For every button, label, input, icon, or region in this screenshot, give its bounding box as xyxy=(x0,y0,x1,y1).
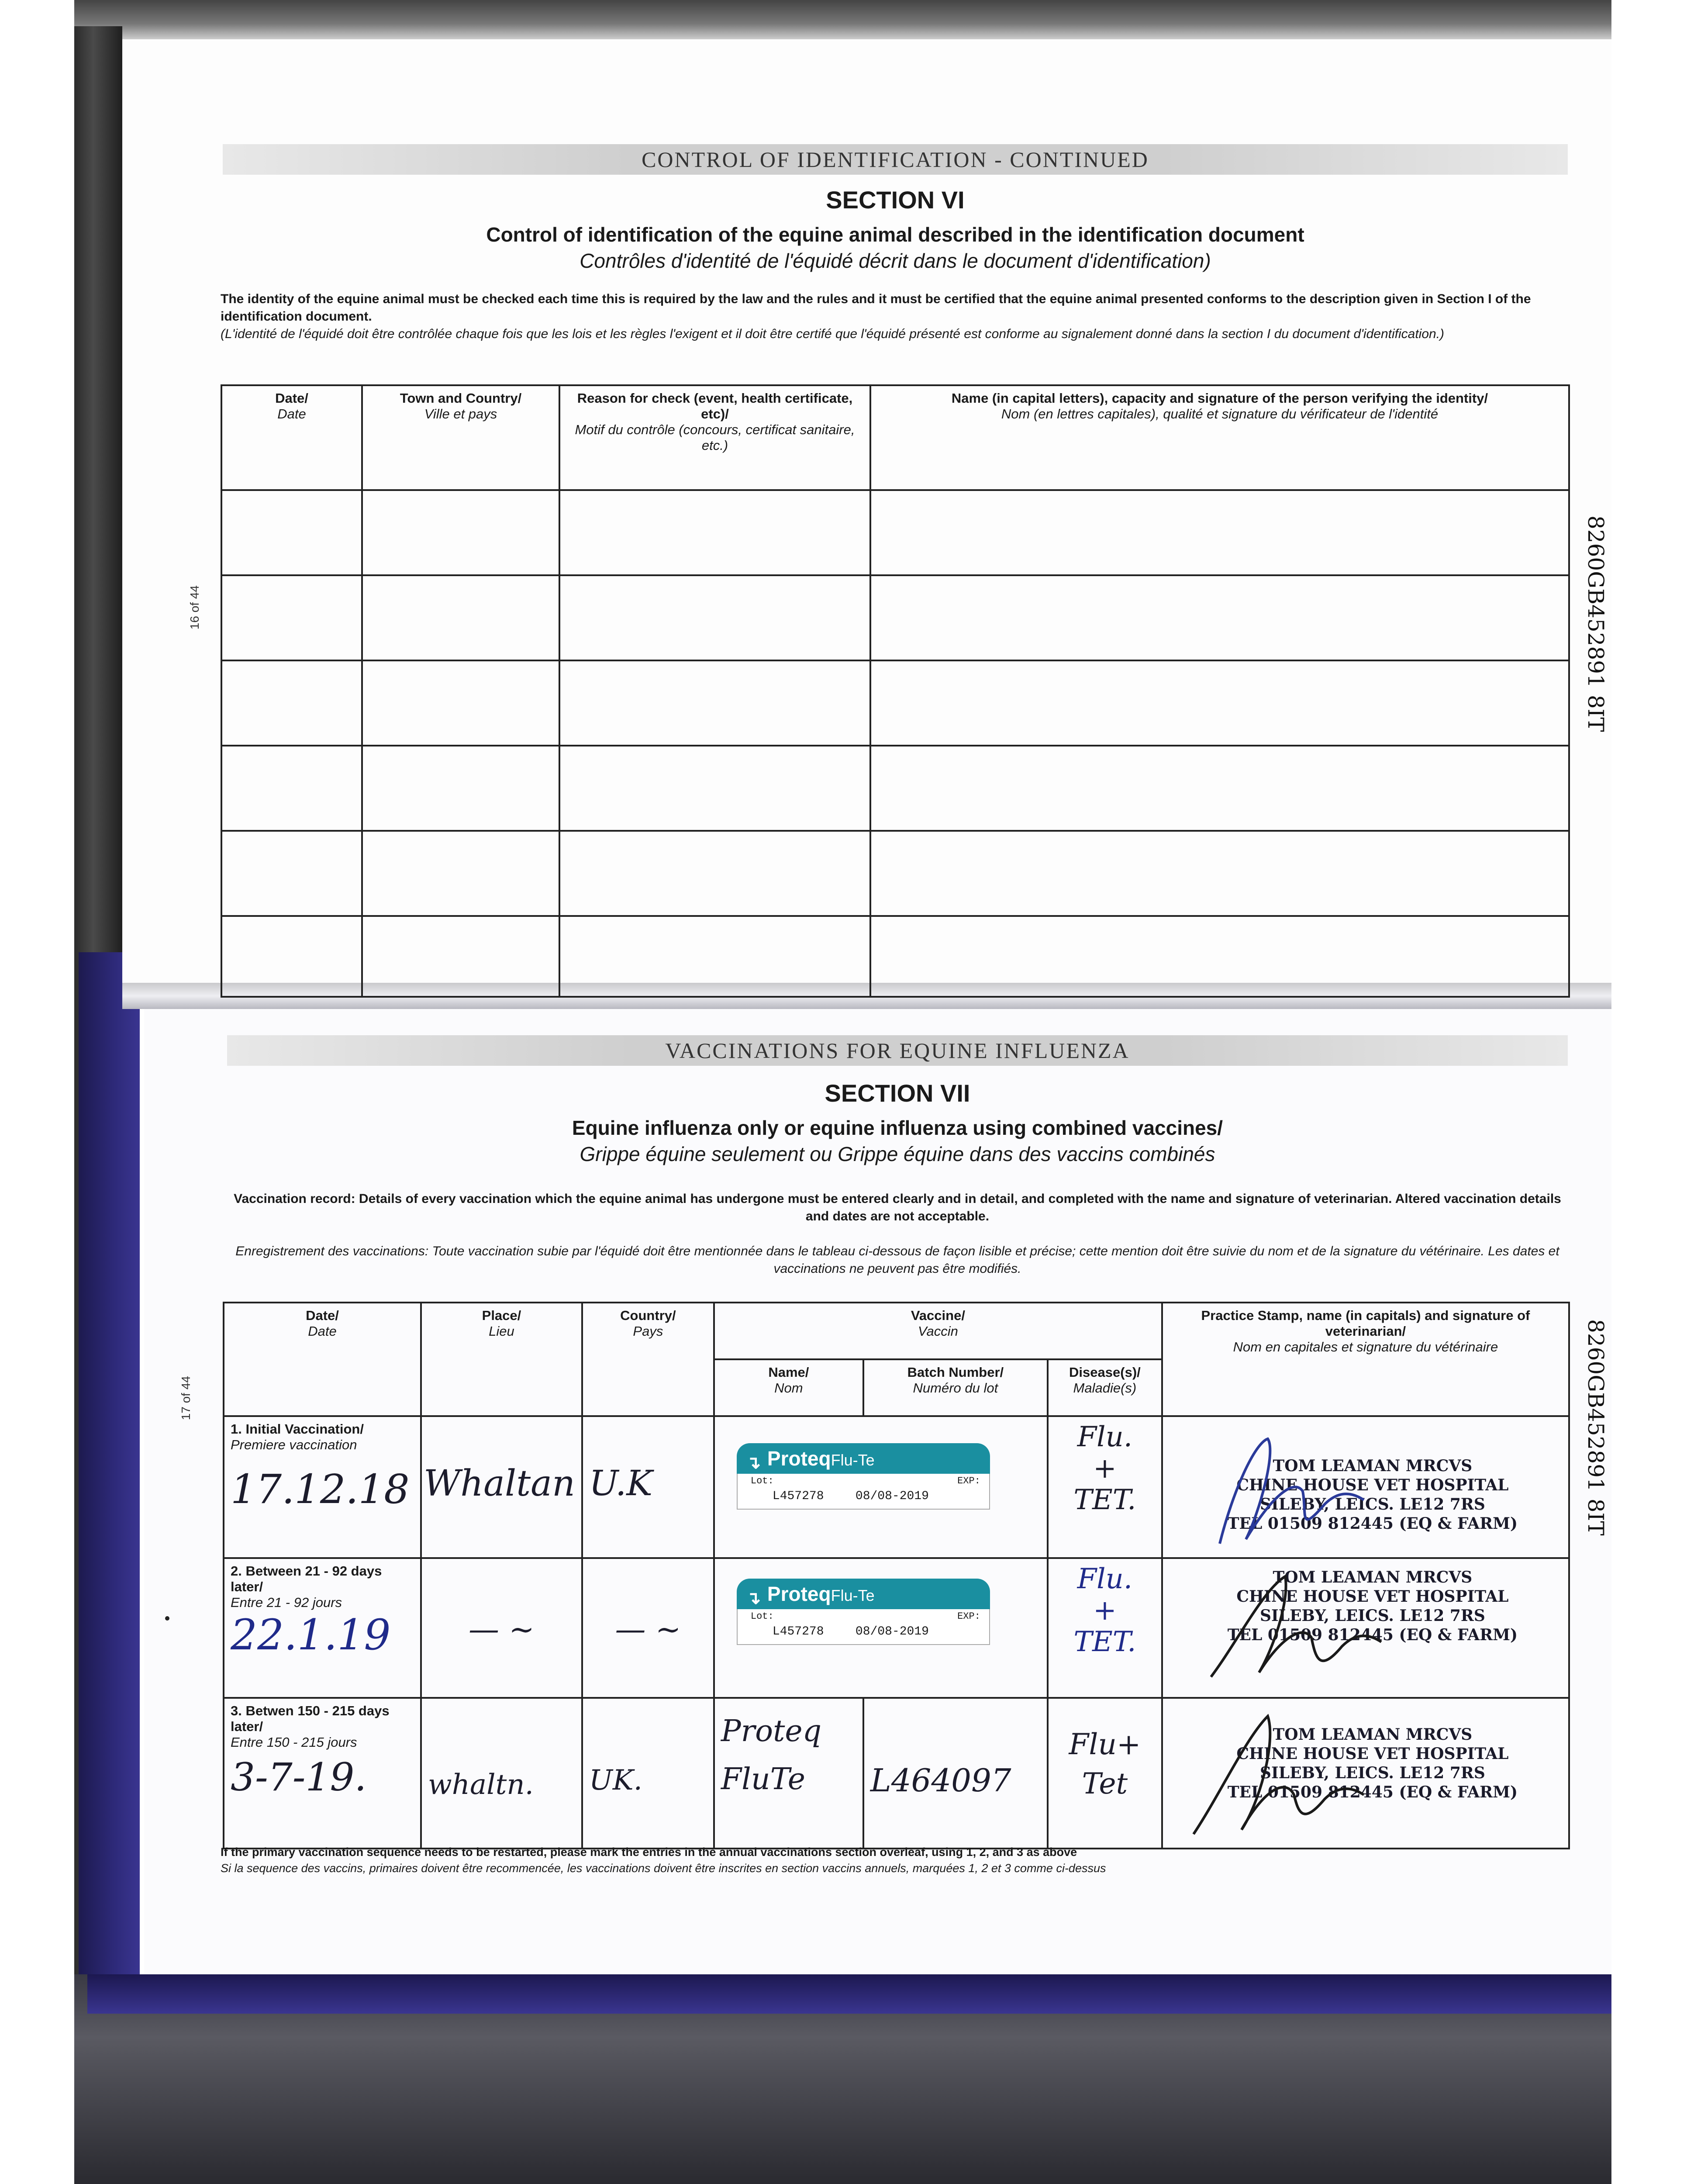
vacc-col-country-fr: Pays xyxy=(633,1324,663,1339)
sticker-brand: Proteq xyxy=(767,1447,831,1470)
cell-town[interactable] xyxy=(362,575,559,660)
stamp-line: SILEBY, LEICS. LE12 7RS xyxy=(1259,1607,1485,1625)
vacc-col-date-en: Date/ xyxy=(306,1308,339,1323)
row2-disease xyxy=(1055,1563,1155,1658)
cell-town[interactable] xyxy=(362,660,559,746)
col-reason-header xyxy=(559,385,870,490)
section6-intro-en: The identity of the equine animal must be checked each time this is required by the law and the rules and it must be certified that the equine animal presented conforms to the description given in Section I of the identification document. xyxy=(221,292,1531,324)
vaccination-row-1 xyxy=(224,1416,1569,1558)
vacc-col-vaccine xyxy=(714,1303,1162,1359)
stamp-line: CHINE HOUSE VET HOSPITAL xyxy=(1236,1745,1509,1763)
sticker-brand: Proteq xyxy=(767,1583,831,1605)
stamp-line: SILEBY, LEICS. LE12 7RS xyxy=(1259,1495,1485,1514)
vacc-col-name-fr: Nom xyxy=(774,1380,803,1396)
row2-country: — ~ xyxy=(615,1611,681,1647)
stamp-line: TEL 01509 812445 (EQ & FARM) xyxy=(1227,1626,1518,1644)
vacc-col-batch-fr: Numéro du lot xyxy=(913,1380,998,1396)
cell-name[interactable] xyxy=(870,575,1569,660)
row3-name-l1: Proteq xyxy=(721,1714,822,1749)
cell-reason[interactable] xyxy=(559,746,870,831)
row1-country: U.K xyxy=(589,1463,653,1503)
row2-vaccine-cell[interactable] xyxy=(714,1558,1048,1698)
vacc-col-disease-en: Disease(s)/ xyxy=(1069,1365,1141,1380)
row3-date-cell[interactable] xyxy=(224,1698,421,1849)
row3-disease xyxy=(1055,1725,1155,1804)
row3-disease-l2: Tet xyxy=(1082,1767,1128,1800)
col-town-header xyxy=(362,385,559,490)
scan-margin xyxy=(0,0,74,2184)
row2-date-cell[interactable] xyxy=(224,1558,421,1698)
table-row xyxy=(221,831,1569,916)
table-header-row xyxy=(221,385,1569,490)
row1-disease-cell[interactable] xyxy=(1048,1416,1162,1558)
section7-footer-en: If the primary vaccination sequence needs to be restarted, please mark the entries in the annual vaccinations section overleaf, using 1, 2, and 3 as above xyxy=(221,1845,1077,1859)
sticker-body xyxy=(737,1609,990,1645)
row3-stamp-cell[interactable] xyxy=(1162,1698,1569,1849)
vacc-col-batch-en: Batch Number/ xyxy=(907,1365,1004,1380)
col-date-en: Date/ xyxy=(275,390,308,406)
vacc-col-date xyxy=(224,1303,421,1416)
vacc-col-vaccine-fr: Vaccin xyxy=(918,1324,958,1339)
binder-top-edge xyxy=(74,0,1611,39)
row2-disease-l3: TET. xyxy=(1073,1626,1136,1658)
document-id-top: 8260GB452891 8IT xyxy=(1583,515,1608,732)
vacc-col-name xyxy=(714,1359,863,1416)
row2-disease-l2: + xyxy=(1093,1594,1117,1627)
row3-date: 3-7-19. xyxy=(231,1755,367,1800)
vacc-col-batch xyxy=(863,1359,1048,1416)
cell-town[interactable] xyxy=(362,746,559,831)
row1-stamp-cell[interactable] xyxy=(1162,1416,1569,1558)
table-row xyxy=(221,916,1569,997)
row1-place: Whaltan xyxy=(424,1463,575,1504)
row3-signature xyxy=(1180,1707,1377,1847)
col-reason-fr: Motif du contrôle (concours, certificat sanitaire, etc.) xyxy=(575,422,855,453)
cell-name[interactable] xyxy=(870,916,1569,997)
scan-margin-right xyxy=(1611,26,1687,987)
vacc-col-place-fr: Lieu xyxy=(489,1324,514,1339)
cell-reason[interactable] xyxy=(559,575,870,660)
section7-intro-en: Vaccination record: Details of every vaccination which the equine animal has undergone must be entered clearly and in detail, and completed with the name and signature of veterinarian. Altered vaccination details and dates are not acceptable. xyxy=(234,1192,1561,1223)
row1-vaccine-sticker xyxy=(737,1443,990,1509)
row2-vaccine-sticker xyxy=(737,1579,990,1644)
col-date-fr: Date xyxy=(277,406,306,422)
stamp-line: CHINE HOUSE VET HOSPITAL xyxy=(1236,1587,1509,1606)
vacc-col-disease xyxy=(1048,1359,1162,1416)
vacc-col-date-fr: Date xyxy=(308,1324,337,1339)
row2-label-fr: Entre 21 - 92 jours xyxy=(231,1595,342,1610)
row2-label xyxy=(231,1563,414,1610)
sticker-lot: L457278 xyxy=(772,1625,824,1638)
section7-banner: VACCINATIONS FOR EQUINE INFLUENZA xyxy=(227,1035,1568,1066)
col-date-header xyxy=(221,385,362,490)
col-town-en: Town and Country/ xyxy=(400,390,522,406)
row1-disease-l3: TET. xyxy=(1073,1484,1136,1516)
row3-country: UK. xyxy=(589,1764,642,1797)
row3-place-cell[interactable] xyxy=(421,1698,582,1849)
document-id-bottom: 8260GB452891 8IT xyxy=(1583,1319,1608,1536)
cell-reason[interactable] xyxy=(559,916,870,997)
col-name-en: Name (in capital letters), capacity and signature of the person verifying the identity/ xyxy=(951,390,1488,406)
sticker-lot-label: Lot: xyxy=(750,1476,774,1486)
vacc-col-stamp xyxy=(1162,1303,1569,1416)
section7-title: SECTION VII xyxy=(825,1079,970,1107)
row3-batch-cell[interactable] xyxy=(863,1698,1048,1849)
cell-name[interactable] xyxy=(870,831,1569,916)
cell-date[interactable] xyxy=(221,746,362,831)
section6-banner: CONTROL OF IDENTIFICATION - CONTINUED xyxy=(223,144,1568,175)
vacc-col-place xyxy=(421,1303,582,1416)
identification-check-table xyxy=(221,384,1570,998)
row3-label-fr: Entre 150 - 215 jours xyxy=(231,1735,357,1750)
cell-date[interactable] xyxy=(221,490,362,575)
row1-date: 17.12.18 xyxy=(231,1466,410,1513)
cell-name[interactable] xyxy=(870,660,1569,746)
cell-date[interactable] xyxy=(221,831,362,916)
sticker-exp-label: EXP: xyxy=(957,1611,980,1622)
vaccination-row-3 xyxy=(224,1698,1569,1849)
sticker-product: Flu-Te xyxy=(831,1586,875,1604)
binder-cover-blue xyxy=(79,952,140,2001)
sticker-exp-label: EXP: xyxy=(957,1476,980,1486)
sticker-body xyxy=(737,1474,990,1510)
vacc-col-stamp-en: Practice Stamp, name (in capitals) and signature of veterinarian/ xyxy=(1201,1308,1530,1339)
cell-reason[interactable] xyxy=(559,831,870,916)
row3-name-l2: FluTe xyxy=(721,1762,805,1797)
row1-label xyxy=(231,1421,414,1453)
sticker-header xyxy=(737,1443,990,1474)
cell-town[interactable] xyxy=(362,916,559,997)
table-row xyxy=(221,575,1569,660)
section7-intro-fr: Enregistrement des vaccinations: Toute vaccination subie par l'équidé doit être mentionnée dans le tableau ci-dessous de façon lisible et précise; cette mention doit être suivie du nom et de la signature du vétérinaire. Les dates et vaccinations ne peuvent pas être modifiés. xyxy=(235,1244,1559,1276)
col-reason-en: Reason for check (event, health certificate, etc)/ xyxy=(577,390,853,422)
sticker-lot: L457278 xyxy=(772,1489,824,1503)
row3-label xyxy=(231,1703,414,1750)
row1-disease xyxy=(1055,1421,1155,1516)
row3-disease-l1: Flu+ xyxy=(1069,1728,1141,1761)
row1-date-cell[interactable] xyxy=(224,1416,421,1558)
page-number-17: 17 of 44 xyxy=(179,1376,193,1420)
drop-icon: ↴ xyxy=(746,1453,761,1472)
cell-date[interactable] xyxy=(221,660,362,746)
row2-label-en: 2. Between 21 - 92 days later/ xyxy=(231,1563,382,1594)
sticker-exp: 08/08-2019 xyxy=(855,1489,929,1503)
cell-reason[interactable] xyxy=(559,660,870,746)
row2-date: 22.1.19 xyxy=(231,1610,391,1659)
row1-label-en: 1. Initial Vaccination/ xyxy=(231,1421,364,1437)
table-row xyxy=(221,746,1569,831)
row3-disease-cell[interactable] xyxy=(1048,1698,1162,1849)
stamp-line: TEL 01509 812445 (EQ & FARM) xyxy=(1227,1783,1518,1801)
row3-name xyxy=(721,1707,856,1804)
row3-country-cell[interactable] xyxy=(582,1698,714,1849)
vacc-col-stamp-fr: Nom en capitales et signature du vétérinaire xyxy=(1233,1339,1498,1355)
col-name-header xyxy=(870,385,1569,490)
row2-place: — ~ xyxy=(469,1611,535,1647)
stamp-line: TOM LEAMAN MRCVS xyxy=(1273,1457,1473,1475)
vacc-header-row xyxy=(224,1303,1569,1359)
row2-place-cell[interactable] xyxy=(421,1558,582,1698)
row2-country-cell[interactable] xyxy=(582,1558,714,1698)
stamp-line: TOM LEAMAN MRCVS xyxy=(1273,1568,1473,1586)
table-row xyxy=(221,490,1569,575)
col-town-fr: Ville et pays xyxy=(424,406,497,422)
page-number-16: 16 of 44 xyxy=(188,585,201,630)
row1-disease-l1: Flu. xyxy=(1077,1421,1133,1453)
binder-bottom-blue xyxy=(87,1974,1611,2014)
table-row xyxy=(221,660,1569,746)
vacc-col-country xyxy=(582,1303,714,1416)
row1-disease-l2: + xyxy=(1093,1452,1117,1485)
section6-title: SECTION VI xyxy=(826,186,965,214)
section7-subtitle-en: Equine influenza only or equine influenza using combined vaccines/ xyxy=(572,1116,1223,1139)
section7-subtitle-fr: Grippe équine seulement ou Grippe équine dans des vaccins combinés xyxy=(580,1143,1215,1165)
section6-intro-fr: (L'identité de l'équidé doit être contrôlée chaque fois que les lois et les règles l'exigent et il doit être certifé que l'équidé présenté est conforme au signalement donné dans la section I du document d'identification.) xyxy=(221,327,1445,341)
cell-name[interactable] xyxy=(870,490,1569,575)
vaccination-table xyxy=(223,1302,1570,1849)
cell-name[interactable] xyxy=(870,746,1569,831)
cell-reason[interactable] xyxy=(559,490,870,575)
row2-stamp-cell[interactable] xyxy=(1162,1558,1569,1698)
vacc-col-country-en: Country/ xyxy=(620,1308,676,1323)
row2-disease-l1: Flu. xyxy=(1077,1563,1133,1595)
row3-name-cell[interactable] xyxy=(714,1698,863,1849)
section7-footer-fr: Si la sequence des vaccins, primaires doivent être recommencée, les vaccinations doivent être inscrites en section vaccins annuels, marquées 1, 2 et 3 comme ci-dessus xyxy=(221,1862,1106,1875)
row2-signature xyxy=(1194,1563,1390,1694)
row3-place: whaltn. xyxy=(428,1769,534,1801)
sticker-lot-label: Lot: xyxy=(750,1611,774,1622)
row3-label-en: 3. Betwen 150 - 215 days later/ xyxy=(231,1703,390,1734)
stamp-line: CHINE HOUSE VET HOSPITAL xyxy=(1236,1476,1509,1494)
section6-subtitle-fr: Contrôles d'identité de l'équidé décrit dans le document d'identification) xyxy=(580,249,1211,272)
stamp-line: TOM LEAMAN MRCVS xyxy=(1273,1725,1473,1744)
vacc-col-disease-fr: Maladie(s) xyxy=(1073,1380,1137,1396)
row2-disease-cell[interactable] xyxy=(1048,1558,1162,1698)
vacc-col-place-en: Place/ xyxy=(482,1308,521,1323)
drop-icon: ↴ xyxy=(746,1589,761,1608)
stamp-line: TEL 01509 812445 (EQ & FARM) xyxy=(1227,1514,1518,1533)
cell-town[interactable] xyxy=(362,490,559,575)
vaccination-row-2 xyxy=(224,1558,1569,1698)
row1-signature xyxy=(1194,1426,1377,1557)
scan-speck xyxy=(165,1616,169,1621)
vacc-col-vaccine-en: Vaccine/ xyxy=(911,1308,965,1323)
sticker-exp: 08/08-2019 xyxy=(855,1625,929,1638)
vacc-col-name-en: Name/ xyxy=(768,1365,809,1380)
cell-town[interactable] xyxy=(362,831,559,916)
sticker-header xyxy=(737,1579,990,1609)
section6-subtitle-en: Control of identification of the equine animal described in the identification document xyxy=(486,223,1304,246)
row1-vaccine-cell[interactable] xyxy=(714,1416,1048,1558)
row1-country-cell[interactable] xyxy=(582,1416,714,1558)
sticker-product: Flu-Te xyxy=(831,1451,875,1469)
cell-date[interactable] xyxy=(221,575,362,660)
row1-place-cell[interactable] xyxy=(421,1416,582,1558)
row1-label-fr: Premiere vaccination xyxy=(231,1437,357,1452)
col-name-fr: Nom (en lettres capitales), qualité et signature du vérificateur de l'identité xyxy=(1001,406,1439,422)
row3-batch: L464097 xyxy=(870,1762,1011,1799)
cell-date[interactable] xyxy=(221,916,362,997)
stamp-line: SILEBY, LEICS. LE12 7RS xyxy=(1259,1764,1485,1782)
